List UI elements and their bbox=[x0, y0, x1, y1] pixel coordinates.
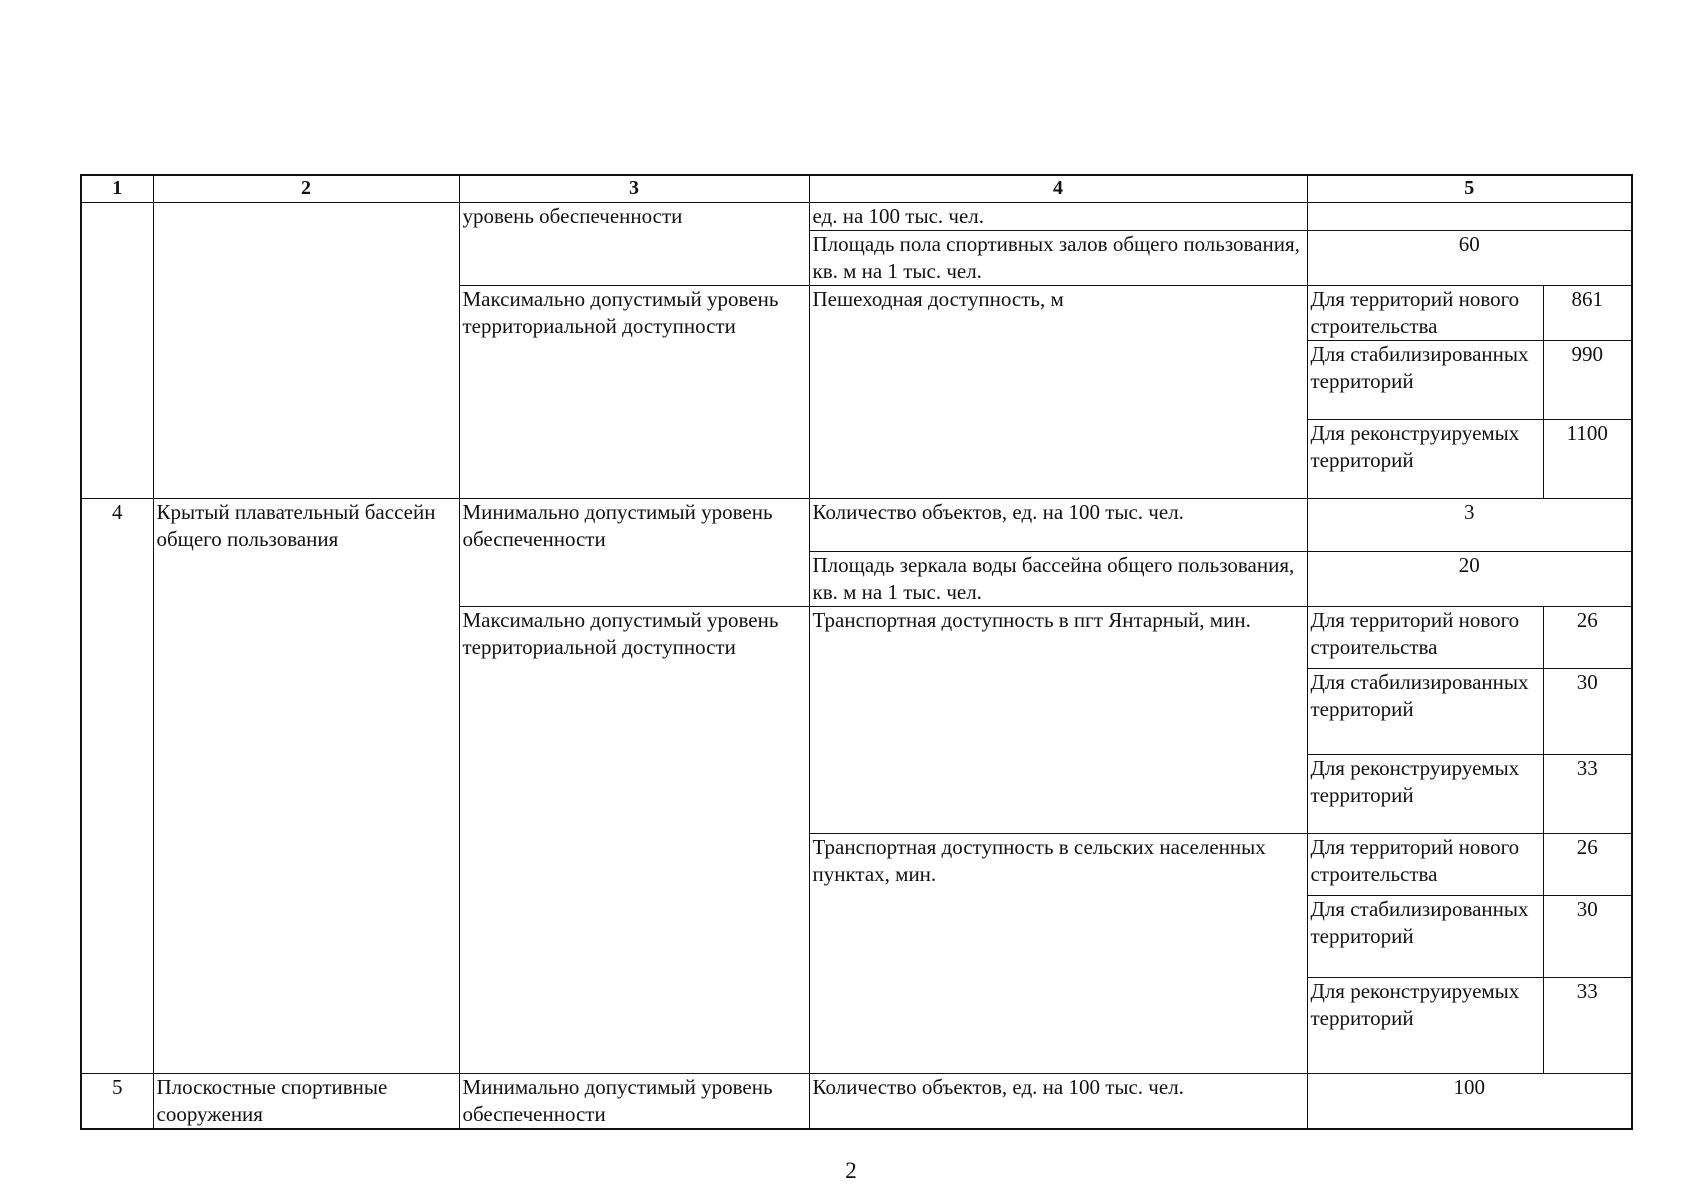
value-cell: 3 bbox=[1307, 499, 1632, 552]
header-col-5: 5 bbox=[1307, 175, 1632, 203]
territory-type-cell: Для реконструируемых территорий bbox=[1307, 755, 1543, 834]
table-header-row bbox=[81, 175, 1632, 203]
value-cell: 26 bbox=[1543, 834, 1632, 896]
indicator-cell: Максимально допустимый уровень территориальной доступности bbox=[459, 286, 809, 499]
object-name-cell: Крытый плавательный бассейн общего пользования bbox=[153, 499, 459, 1074]
value-cell: 100 bbox=[1307, 1074, 1632, 1130]
unit-cell: Площадь зеркала воды бассейна общего пользования, кв. м на 1 тыс. чел. bbox=[809, 552, 1307, 607]
standards-table bbox=[80, 174, 1633, 1130]
header-col-1: 1 bbox=[81, 175, 153, 203]
item-number-cell bbox=[81, 203, 153, 499]
territory-type-cell: Для стабилизированных территорий bbox=[1307, 669, 1543, 755]
territory-type-cell: Для реконструируемых территорий bbox=[1307, 420, 1543, 499]
value-cell: 33 bbox=[1543, 978, 1632, 1074]
unit-cell: Количество объектов, ед. на 100 тыс. чел. bbox=[809, 1074, 1307, 1130]
value-cell: 990 bbox=[1543, 341, 1632, 420]
unit-cell: ед. на 100 тыс. чел. bbox=[809, 203, 1307, 231]
header-col-4: 4 bbox=[809, 175, 1307, 203]
header-col-3: 3 bbox=[459, 175, 809, 203]
item-number-cell: 5 bbox=[81, 1074, 153, 1130]
object-name-cell bbox=[153, 203, 459, 499]
territory-type-cell: Для территорий нового строительства bbox=[1307, 834, 1543, 896]
value-cell: 30 bbox=[1543, 669, 1632, 755]
table-row bbox=[81, 1074, 1632, 1130]
indicator-cell: Максимально допустимый уровень территориальной доступности bbox=[459, 607, 809, 1074]
value-cell: 861 bbox=[1543, 286, 1632, 341]
indicator-cell: уровень обеспеченности bbox=[459, 203, 809, 286]
territory-type-cell: Для территорий нового строительства bbox=[1307, 607, 1543, 669]
indicator-cell: Минимально допустимый уровень обеспеченности bbox=[459, 1074, 809, 1130]
unit-cell: Транспортная доступность в пгт Янтарный, мин. bbox=[809, 607, 1307, 834]
page-number: 2 bbox=[845, 1158, 857, 1183]
value-cell: 26 bbox=[1543, 607, 1632, 669]
object-name-cell: Плоскостные спортивные сооружения bbox=[153, 1074, 459, 1130]
territory-type-cell: Для территорий нового строительства bbox=[1307, 286, 1543, 341]
value-cell: 30 bbox=[1543, 896, 1632, 978]
unit-cell: Транспортная доступность в сельских населенных пунктах, мин. bbox=[809, 834, 1307, 1074]
value-cell bbox=[1307, 203, 1632, 231]
value-cell: 60 bbox=[1307, 231, 1632, 286]
territory-type-cell: Для стабилизированных территорий bbox=[1307, 341, 1543, 420]
header-col-2: 2 bbox=[153, 175, 459, 203]
unit-cell: Площадь пола спортивных залов общего пользования, кв. м на 1 тыс. чел. bbox=[809, 231, 1307, 286]
territory-type-cell: Для реконструируемых территорий bbox=[1307, 978, 1543, 1074]
table-row bbox=[81, 203, 1632, 231]
value-cell: 33 bbox=[1543, 755, 1632, 834]
unit-cell: Количество объектов, ед. на 100 тыс. чел. bbox=[809, 499, 1307, 552]
unit-cell: Пешеходная доступность, м bbox=[809, 286, 1307, 499]
table-row bbox=[81, 499, 1632, 552]
value-cell: 20 bbox=[1307, 552, 1632, 607]
item-number-cell: 4 bbox=[81, 499, 153, 1074]
territory-type-cell: Для стабилизированных территорий bbox=[1307, 896, 1543, 978]
indicator-cell: Минимально допустимый уровень обеспеченности bbox=[459, 499, 809, 607]
value-cell: 1100 bbox=[1543, 420, 1632, 499]
